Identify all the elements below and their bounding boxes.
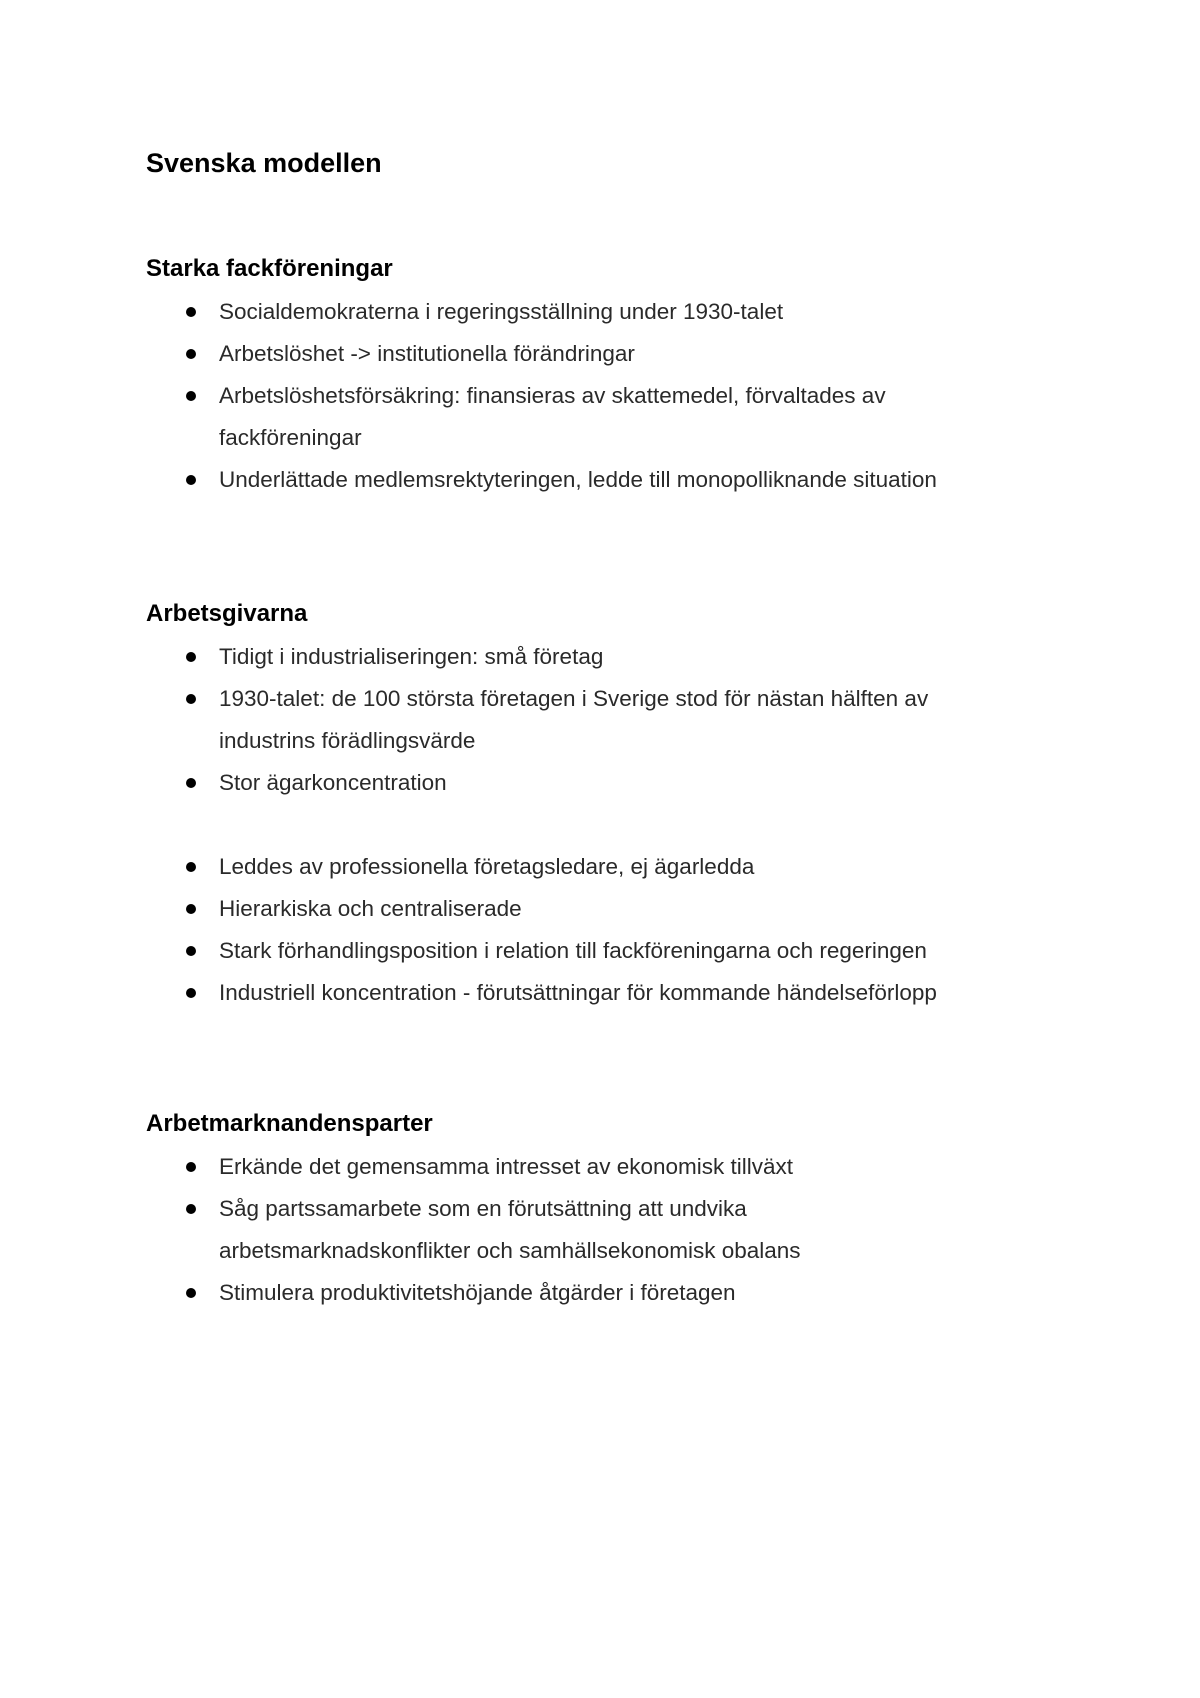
bullet-icon (186, 652, 196, 662)
section-heading: Starka fackföreningar (146, 255, 393, 282)
list-item-text: Arbetslöshetsförsäkring: finansieras av skattemedel, förvaltades av fackföreningar (219, 383, 886, 450)
bullet-icon (186, 307, 196, 317)
bullet-list (146, 1146, 1046, 1314)
bullet-icon (186, 349, 196, 359)
list-item-text: Stimulera produktivitetshöjande åtgärder i företagen (219, 1280, 736, 1305)
list-item (146, 1188, 979, 1272)
list-item-text: Underlättade medlemsrektyteringen, ledde till monopolliknande situation (219, 467, 937, 492)
bullet-list (146, 291, 1046, 501)
section-heading: Arbetmarknandensparter (146, 1110, 433, 1137)
bullet-icon (186, 391, 196, 401)
list-item (146, 1272, 979, 1314)
bullet-icon (186, 694, 196, 704)
list-item (146, 1146, 979, 1188)
list-item-text: Arbetslöshet -> institutionella förändringar (219, 341, 635, 366)
list-item (146, 762, 979, 804)
list-item (146, 375, 979, 459)
list-item (146, 678, 979, 762)
list-item-text: Hierarkiska och centraliserade (219, 896, 522, 921)
list-item-text: Såg partssamarbete som en förutsättning att undvika arbetsmarknadskonflikter och samhällsekonomisk obalans (219, 1196, 801, 1263)
list-item (146, 888, 979, 930)
list-item-text: Erkände det gemensamma intresset av ekonomisk tillväxt (219, 1154, 794, 1179)
document-title: Svenska modellen (146, 148, 382, 178)
list-item-text: Tidigt i industrialiseringen: små företag (219, 644, 604, 669)
list-item-text: 1930-talet: de 100 största företagen i Sverige stod för nästan hälften av industrins förädlingsvärde (219, 686, 929, 753)
bullet-icon (186, 862, 196, 872)
section-arbetmarknandensparter (146, 1108, 1046, 1314)
bullet-icon (186, 475, 196, 485)
list-item-text: Stor ägarkoncentration (219, 770, 447, 795)
bullet-icon (186, 904, 196, 914)
bullet-icon (186, 1162, 196, 1172)
list-item (146, 636, 979, 678)
bullet-icon (186, 1288, 196, 1298)
bullet-icon (186, 778, 196, 788)
list-item (146, 846, 979, 888)
list-item-text: Socialdemokraterna i regeringsställning under 1930-talet (219, 299, 784, 324)
section-heading: Arbetsgivarna (146, 600, 308, 627)
list-item-text: Stark förhandlingsposition i relation till fackföreningarna och regeringen (219, 938, 927, 963)
list-item (146, 972, 979, 1014)
list-item-text: Leddes av professionella företagsledare, ej ägarledda (219, 854, 755, 879)
list-item-text: Industriell koncentration - förutsättningar för kommande händelseförlopp (219, 980, 937, 1005)
bullet-icon (186, 988, 196, 998)
bullet-icon (186, 946, 196, 956)
section-arbetsgivarna (146, 598, 1046, 1014)
list-item (146, 930, 979, 972)
list-item (146, 291, 979, 333)
section-starka-fackforeningar (146, 253, 1046, 501)
bullet-list (146, 636, 1046, 1014)
list-item (146, 333, 979, 375)
bullet-icon (186, 1204, 196, 1214)
list-item (146, 459, 979, 501)
